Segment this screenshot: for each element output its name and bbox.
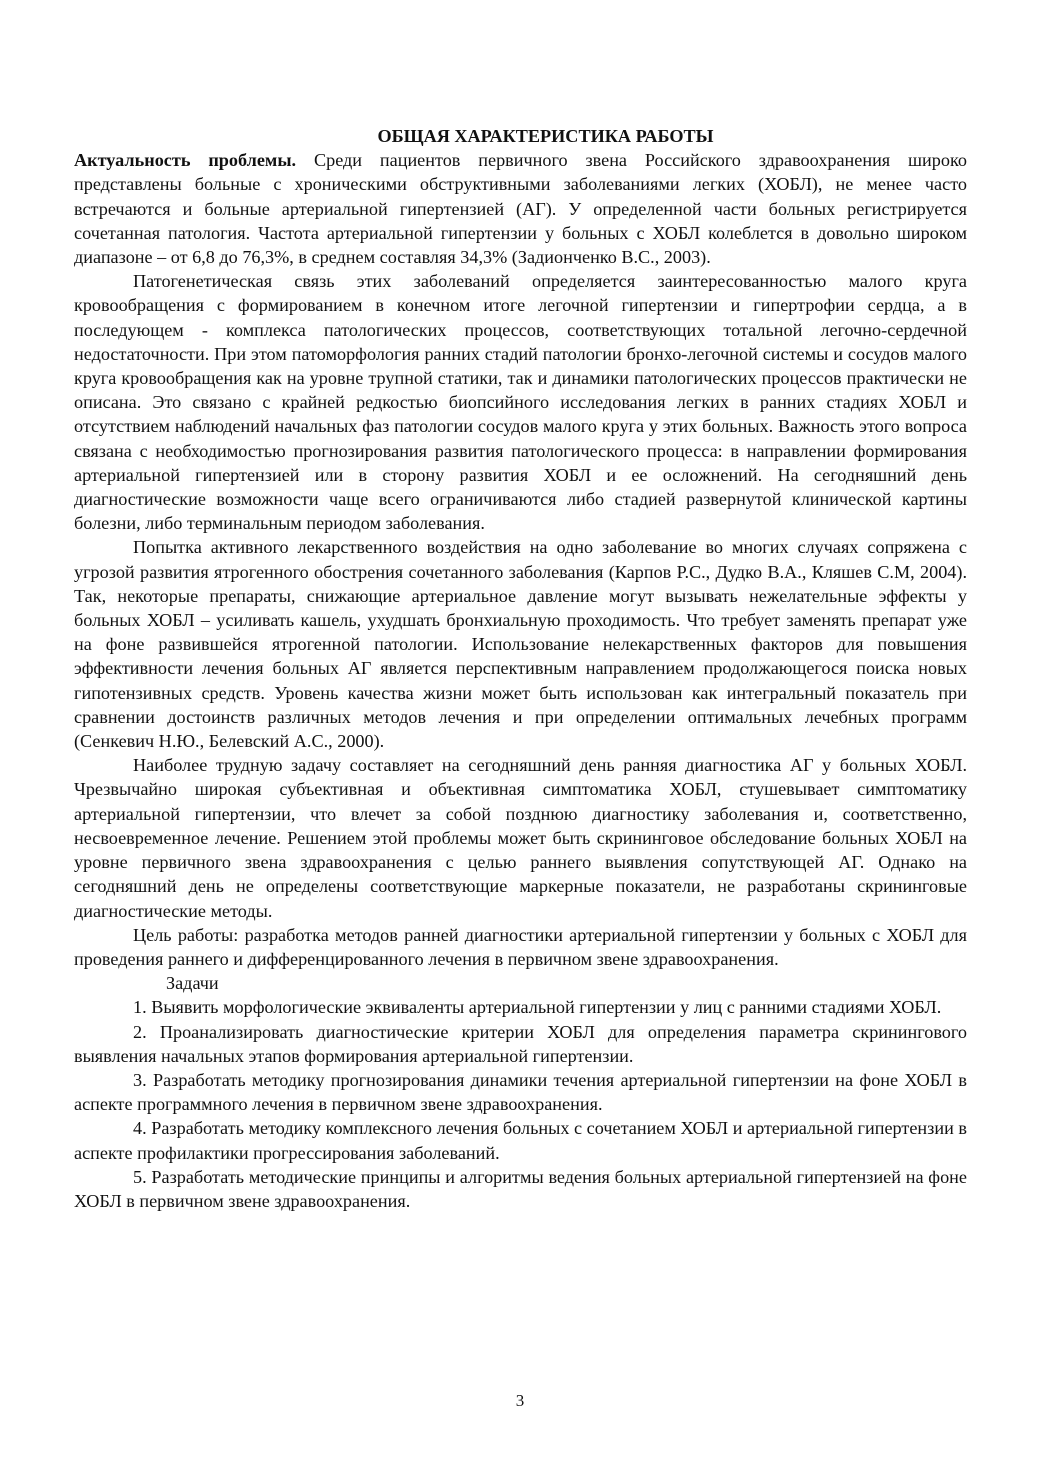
task-item: 5. Разработать методические принципы и алгоритмы ведения больных артериальной гипертензией на фоне ХОБЛ в первичном звене здравоохранения. [74,1166,967,1211]
task-item: 1. Выявить морфологические эквиваленты артериальной гипертензии у лиц с ранними стадиями ХОБЛ. [133,997,942,1018]
relevance-lead: Актуальность проблемы. [74,150,297,171]
document-page [74,124,967,1213]
paragraph-drug-therapy: Попытка активного лекарственного воздействия на одно заболевание во многих случаях сопряжена с угрозой развития ятрогенного обострения сочетанного заболевания (Карпов Р.С., Дудко В.А., Кляшев С.М, 2004). Так, некоторые препараты, снижающие артериальное давление могут вызывать нежелательные эффекты у больных ХОБЛ – усиливать кашель, ухудшать бронхиальную проходимость. Что требует заменять препарат уже на фоне развившейся ятрогенной патологии. Использование нелекарственных факторов для повышения эффективности лечения больных АГ является перспективным направлением продолжающегося поиска новых гипотензивных средств. Уровень качества жизни может быть использован как интегральный показатель при сравнении достоинств различных методов лечения и при определении оптимальных лечебных программ (Сенкевич Н.Ю., Белевский А.С., 2000). [74,537,967,752]
task-item: 2. Проанализировать диагностические критерии ХОБЛ для определения параметра скринингового выявления начальных этапов формирования артериальной гипертензии. [74,1021,967,1066]
relevance-text: Среди пациентов первичного звена Российского здравоохранения широко представлены больные с хроническими обструктивными заболеваниями легких (ХОБЛ), не менее часто встречаются и больные артериальной гипертензией (АГ). У определенной части больных регистрируется сочетанная патология. Частота артериальной гипертензии у больных с ХОБЛ колеблется в довольно широком диапазоне – от 6,8 до 76,3%, в среднем составляя 34,3% (Задионченко В.С., 2003). [74,150,967,268]
paragraph-pathogenesis: Патогенетическая связь этих заболеваний определяется заинтересованностью малого круга кровообращения с формированием в конечном итоге легочной гипертензии и гипертрофии сердца, а в последующем - комплекса патологических процессов, соответствующих тотальной легочно-сердечной недостаточности. При этом патоморфология ранних стадий патологии бронхо-легочной системы и сосудов малого круга кровообращения как на уровне трупной статики, так и динамики патологических процессов практически не описана. Это связано с крайней редкостью биопсийного исследования легких в ранних стадиях ХОБЛ и отсутствием наблюдений начальных фаз патологии сосудов малого круга у этих больных. Важность этого вопроса связана с необходимостью прогнозирования развития патологического процесса: в направлении формирования артериальной гипертензией или в сторону развития ХОБЛ и ее осложнений. На сегодняшний день диагностические возможности чаще всего ограничиваются либо стадией развернутой клинической картины болезни, либо терминальным периодом заболевания. [74,271,967,534]
paragraph-diagnostics: Наиболее трудную задачу составляет на сегодняшний день ранняя диагностика АГ у больных ХОБЛ. Чрезвычайно широкая субъективная и объективная симптоматика ХОБЛ, стушевывает симптоматику артериальной гипертензии, что влечет за собой позднюю диагностику заболевания и, соответственно, несвоевременное лечение. Решением этой проблемы может быть скрининговое обследование больных ХОБЛ на уровне первичного звена здравоохранения с целью раннего выявления сопутствующей АГ. Однако на сегодняшний день не определены соответствующие маркерные показатели, не разработаны скрининговые диагностические методы. [74,755,967,921]
page-number: 3 [515,1391,525,1410]
task-item: 3. Разработать методику прогнозирования динамики течения артериальной гипертензии на фоне ХОБЛ в аспекте программного лечения в первичном звене здравоохранения. [74,1069,967,1115]
relevance-paragraph [74,148,967,269]
document-title: ОБЩАЯ ХАРАКТЕРИСТИКА РАБОТЫ [377,126,714,146]
task-item: 4. Разработать методику комплексного лечения больных с сочетанием ХОБЛ и артериальной гипертензии в аспекте профилактики прогрессирования заболеваний. [74,1118,967,1163]
paragraph-goal: Цель работы: разработка методов ранней диагностики артериальной гипертензии у больных с ХОБЛ для проведения раннего и дифференцированного лечения в первичном звене здравоохранения. [74,924,967,969]
tasks-heading: Задачи [166,973,219,994]
